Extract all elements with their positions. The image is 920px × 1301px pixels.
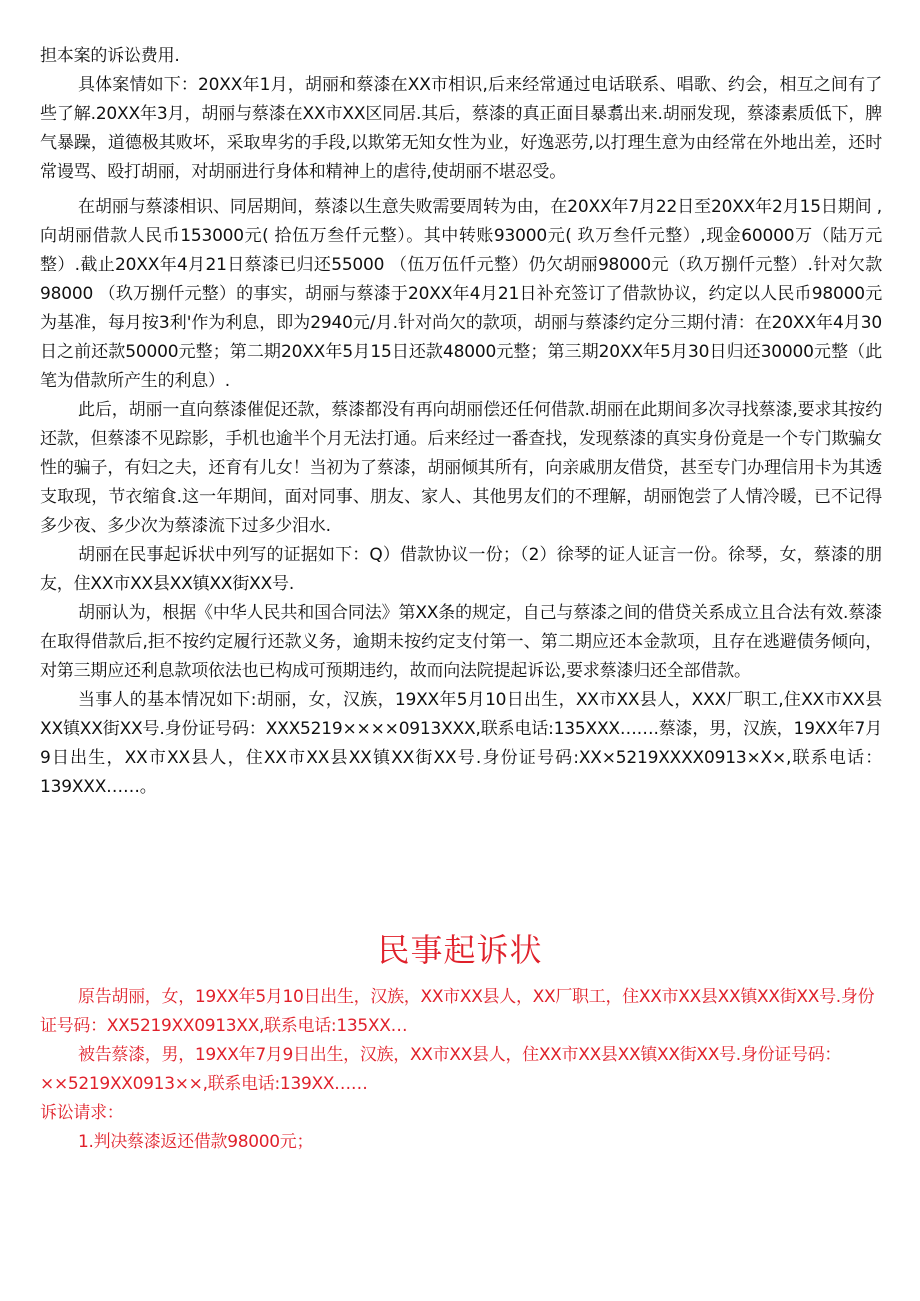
paragraph-case-details: 具体案情如下：20XX年1月，胡丽和蔡漆在XX市相识,后来经常通过电话联系、唱歌、约会，相互之间有了些了解.20XX年3月，胡丽与蔡漆在XX市XX区同居.其后，蔡漆的真正面目暴翥出来.胡丽发现，蔡漆素质低下，脾气暴躁，道德极其败坏，采取卑劣的手段,以欺笫无知女性为业，好逸恶劳,以打理生意为由经常在外地出差，还时常谩骂、殴打胡丽，对胡丽进行身体和精神上的虐待,使胡丽不堪忍受。 <box>40 75 882 182</box>
complaint-section <box>40 983 890 1157</box>
claims-heading: 诉讼请求： <box>40 1103 124 1123</box>
claim-item: 1.判决蔡漆返还借款98000元； <box>78 1132 314 1152</box>
paragraph-parties: 当事人的基本情况如下:胡丽，女，汉族，19XX年5月10日出生，XX市XX县人，XXX厂职工,住XX市XX县XX镇XX街XX号.身份证号码：XXX5219××××0913XXX,联系电话:135XXX…….蔡漆，男，汉族，19XX年7月9日出生，XX市XX县人，住XX市XX县XX镇XX街XX号.身份证号码:XX×5219XXXX0913×X×,联系电话：139XXX……。 <box>40 690 882 797</box>
defendant-info: 被告蔡漆，男，19XX年7月9日出生，汉族，XX市XX县人，住XX市XX县XX镇XX街XX号.身份证号码：××5219XX0913××,联系电话:139XX…… <box>40 1045 842 1094</box>
paragraph-legal-basis: 胡丽认为，根据《中华人民共和国合同法》第XX条的规定，自己与蔡漆之间的借贷关系成立且合法有效.蔡漆在取得借款后,拒不按约定履行还款义务，逾期未按约定支付第一、第二期应还本金款项，且存在逃避债务倾向，对第三期应还利息款项依法也已构成可预期违约，故而向法院提起诉讼,要求蔡漆归还全部借款。 <box>40 603 882 681</box>
complaint-title: 民事起诉状 <box>377 931 543 969</box>
paragraph-fee: 担本案的诉讼费用. <box>40 46 180 66</box>
paragraph-evidence: 胡丽在民事起诉状中列写的证据如下：Q）借款协议一份；（2）徐琴的证人证言一份。徐琴，女，蔡漆的朋友，住XX市XX县XX镇XX街XX号. <box>40 545 882 594</box>
paragraph-aftermath: 此后，胡丽一直向蔡漆催促还款，蔡漆都没有再向胡丽偿还任何借款.胡丽在此期间多次寻找蔡漆,要求其按约还款，但蔡漆不见踪影，手机也逾半个月无法打通。后来经过一番查找，发现蔡漆的真实身份竟是一个专门欺骗女性的骗子，有妇之夫，还育有儿女！当初为了蔡漆，胡丽倾其所有，向亲戚朋友借贷，甚至专门办理信用卡为其透支取现，节衣缩食.这一年期间，面对同事、朋友、家人、其他男友们的不理解，胡丽饱尝了人情冷暖，已不记得多少夜、多少次为蔡漆流下过多少泪水. <box>40 400 882 536</box>
plaintiff-info: 原告胡丽，女，19XX年5月10日出生，汉族，XX市XX县人，XX厂职工，住XX市XX县XX镇XX街XX号.身份证号码：XX5219XX0913XX,联系电话:135XX… <box>40 987 875 1036</box>
case-narrative <box>40 42 882 802</box>
paragraph-loan: 在胡丽与蔡漆相识、同居期间，蔡漆以生意失败需要周转为由，在20XX年7月22日至20XX年2月15日期间 ,向胡丽借款人民币153000元( 拾伍万叁仟元整）。其中转账93000元( 玖万叁仟元整）,现金60000万（陆万元整）.截止20XX年4月21日蔡漆已归还55000 （伍万伍仟元整）仍欠胡丽98000元（玖万捌仟元整）.针对欠款98000 （玖万捌仟元整）的事实，胡丽与蔡漆于20XX年4月21日补充签订了借款协议，约定以人民币98000元为基准，每月按3利'作为利息，即为2940元/月.针对尚欠的款项，胡丽与蔡漆约定分三期付清：在20XX年4月30日之前还款50000元整；第二期20XX年5月15日还款48000元整；第三期20XX年5月30日归还30000元整（此笔为借款所产生的利息）. <box>40 197 882 391</box>
